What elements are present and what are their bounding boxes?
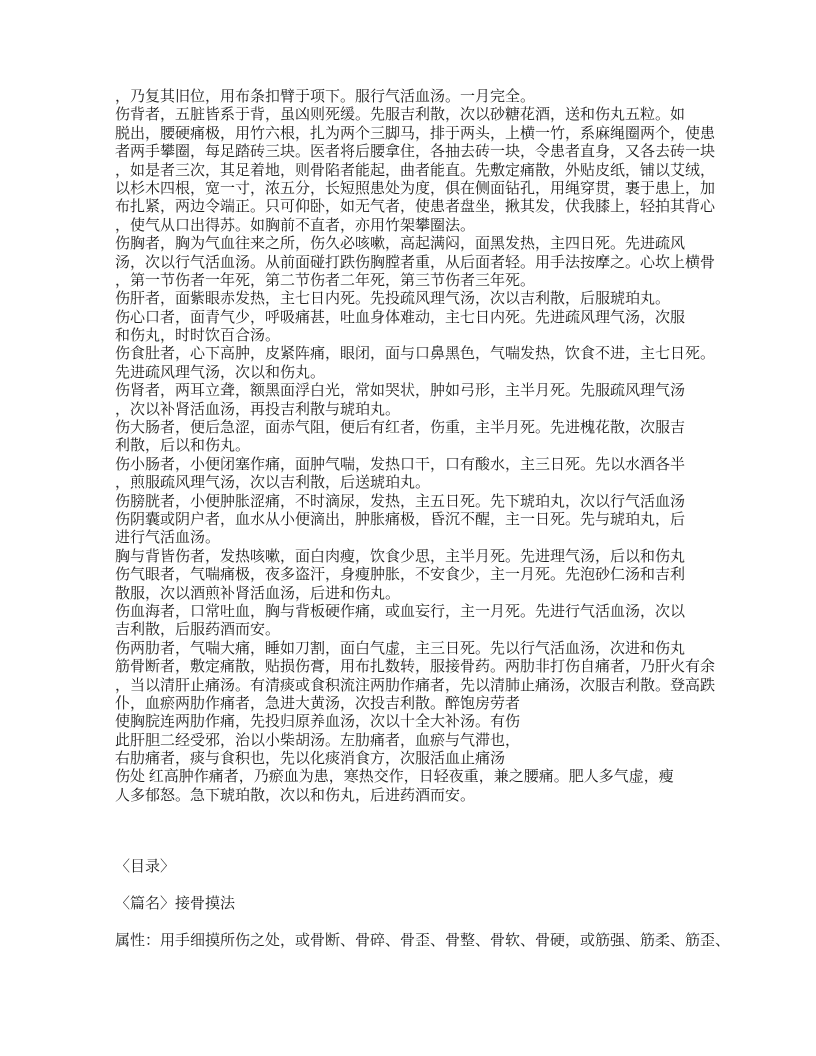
text-line: ，乃复其旧位，用布条扣臂于项下。服行气活血汤。一月完全。 (115, 89, 536, 105)
text-line: 伤阴囊或阴户者，血水从小便滴出，肿胀痛极，昏沉不醒，主一日死。先与琥珀丸，后 (115, 511, 686, 528)
text-line: ，如是者三次，其足着地，则骨陷者能起，曲者能直。先敷定痛散，外贴皮纸，铺以艾绒， (115, 162, 716, 179)
attribute-label: 属性： (115, 932, 161, 949)
text-line: 伤胸者，胸为气血往来之所，伤久必咳嗽，高起满闷，面黑发热，主四日死。先进疏风 (115, 236, 686, 253)
text-line: ，第一节伤者一年死，第二节伤者二年死，第三节伤者三年死。 (115, 272, 536, 289)
text-line: 伤小肠者，小便闭塞作痛，面肿气喘，发热口干，口有酸水，主三日死。先以水酒各半 (115, 456, 686, 473)
text-line: 先进疏风理气汤，次以和伤丸。 (115, 364, 326, 381)
section-title-line (115, 895, 755, 913)
text-line: 人多郁怒。急下琥珀散，次以和伤丸，后进药酒而安。 (115, 787, 476, 804)
text-line: 伤背者，五脏皆系于背，虽凶则死缓。先服吉利散，次以砂糖花酒，送和伤丸五粒。如 (115, 107, 686, 124)
text-line: 伤心口者，面青气少，呼吸痛甚，吐血身体难动，主七日内死。先进疏风理气汤，次服 (115, 309, 686, 326)
text-line: 伤食肚者，心下高肿，皮紧阵痛，眼闭，面与口鼻黑色，气喘发热，饮食不进，主七日死。 (115, 346, 716, 363)
section-title: 接骨摸法 (175, 896, 236, 913)
text-line: 胸与背皆伤者，发热咳嗽，面白肉瘦，饮食少思，主半月死。先进理气汤，后以和伤丸 (115, 548, 686, 565)
text-line: 伤气眼者，气喘痛极，夜多盗汗，身瘦肿胀，不安食少，主一月死。先泡砂仁汤和吉利 (115, 567, 686, 584)
text-line: 伤肾者，两耳立聋，额黑面浮白光，常如哭状，肿如弓形，主半月死。先服疏风理气汤 (115, 383, 686, 400)
attribute-line (115, 932, 755, 950)
text-line: 以杉木四根，宽一寸，浓五分，长短照患处为度，俱在侧面钻孔，用绳穿贯，裹于患上，加 (115, 180, 716, 197)
body-text-block (115, 88, 755, 805)
text-line: 者两手攀圈，每足踏砖三块。医者将后腰拿住，各抽去砖一块，令患者直身，又各去砖一块 (115, 144, 716, 161)
text-line: 伤大肠者，便后急涩，面赤气阻，便后有红者，伤重，主半月死。先进槐花散，次服吉 (115, 420, 686, 437)
toc-marker: 〈目录〉 (115, 859, 176, 876)
text-line: 散服，次以酒煎补肾活血汤，后进和伤丸。 (115, 585, 401, 602)
text-line: 仆，血瘀两肋作痛者，急进大黄汤，次投吉利散。醉饱房劳者 (115, 695, 521, 712)
text-line: 伤处 红高肿作痛者，乃瘀血为患，寒热交作，日轻夜重，兼之腰痛。肥人多气虚，瘦 (115, 769, 674, 786)
text-column (115, 88, 755, 950)
text-line: 伤膀胱者，小便肿胀涩痛，不时滴尿，发热，主五日死。先下琥珀丸，次以行气活血汤 (115, 493, 686, 510)
text-line: 伤血海者，口常吐血，胸与背板硬作痛，或血妄行，主一月死。先进行气活血汤，次以 (115, 603, 686, 620)
text-line: ，使气从口出得苏。如胸前不直者，亦用竹架攀圈法。 (115, 217, 476, 234)
text-line: 伤肝者，面紫眼赤发热，主七日内死。先投疏风理气汤，次以吉利散，后服琥珀丸。 (115, 291, 671, 308)
text-line: ，次以补肾活血汤，再投吉利散与琥珀丸。 (115, 401, 401, 418)
text-line: 使胸脘连两肋作痛，先投归原养血汤，次以十全大补汤。有伤 (115, 714, 521, 731)
text-line: 右肋痛者，痰与食积也，先以化痰消食方，次服活血止痛汤 (115, 751, 506, 768)
text-line: ，煎服疏风理气汤，次以吉利散，后送琥珀丸。 (115, 475, 431, 492)
text-line: 伤两肋者，气喘大痛，睡如刀割，面白气虚，主三日死。先以行气活血汤，次进和伤丸 (115, 640, 686, 657)
text-line: 利散，后以和伤丸。 (115, 438, 251, 455)
text-line: 和伤丸，时时饮百合汤。 (115, 328, 281, 345)
attribute-text: 用手细摸所伤之处，或骨断、骨碎、骨歪、骨整、骨软、骨硬，或筋强、筋柔、筋歪、 (160, 932, 731, 949)
text-line: 此肝胆二经受邪，治以小柴胡汤。左肋痛者，血瘀与气滞也， (115, 732, 521, 749)
text-line: 吉利散，后服药酒而安。 (115, 622, 281, 639)
text-line: 筋骨断者，敷定痛散，贴损伤膏，用布扎数转，服接骨药。两肋非打伤自痛者，乃肝火有余 (115, 659, 716, 676)
text-line: 布扎紧，两边令端正。只可仰卧，如无气者，使患者盘坐，揪其发，伏我膝上，轻拍其背心 (115, 199, 716, 216)
text-line: 汤，次以行气活血汤。从前面碰打跌伤胸膛者重，从后面者轻。用手法按摩之。心坎上横骨 (115, 254, 716, 271)
section-name-marker: 〈篇名〉 (115, 896, 176, 913)
text-line: 脱出，腰硬痛极，用竹六根，扎为两个三脚马，排于两头，上横一竹，系麻绳圈两个，使患 (115, 125, 716, 142)
text-line: 进行气活血汤。 (115, 530, 221, 547)
text-line: ，当以清肝止痛汤。有清痰或食积流注两肋作痛者，先以清肺止痛汤，次服吉利散。登高跌 (115, 677, 716, 694)
